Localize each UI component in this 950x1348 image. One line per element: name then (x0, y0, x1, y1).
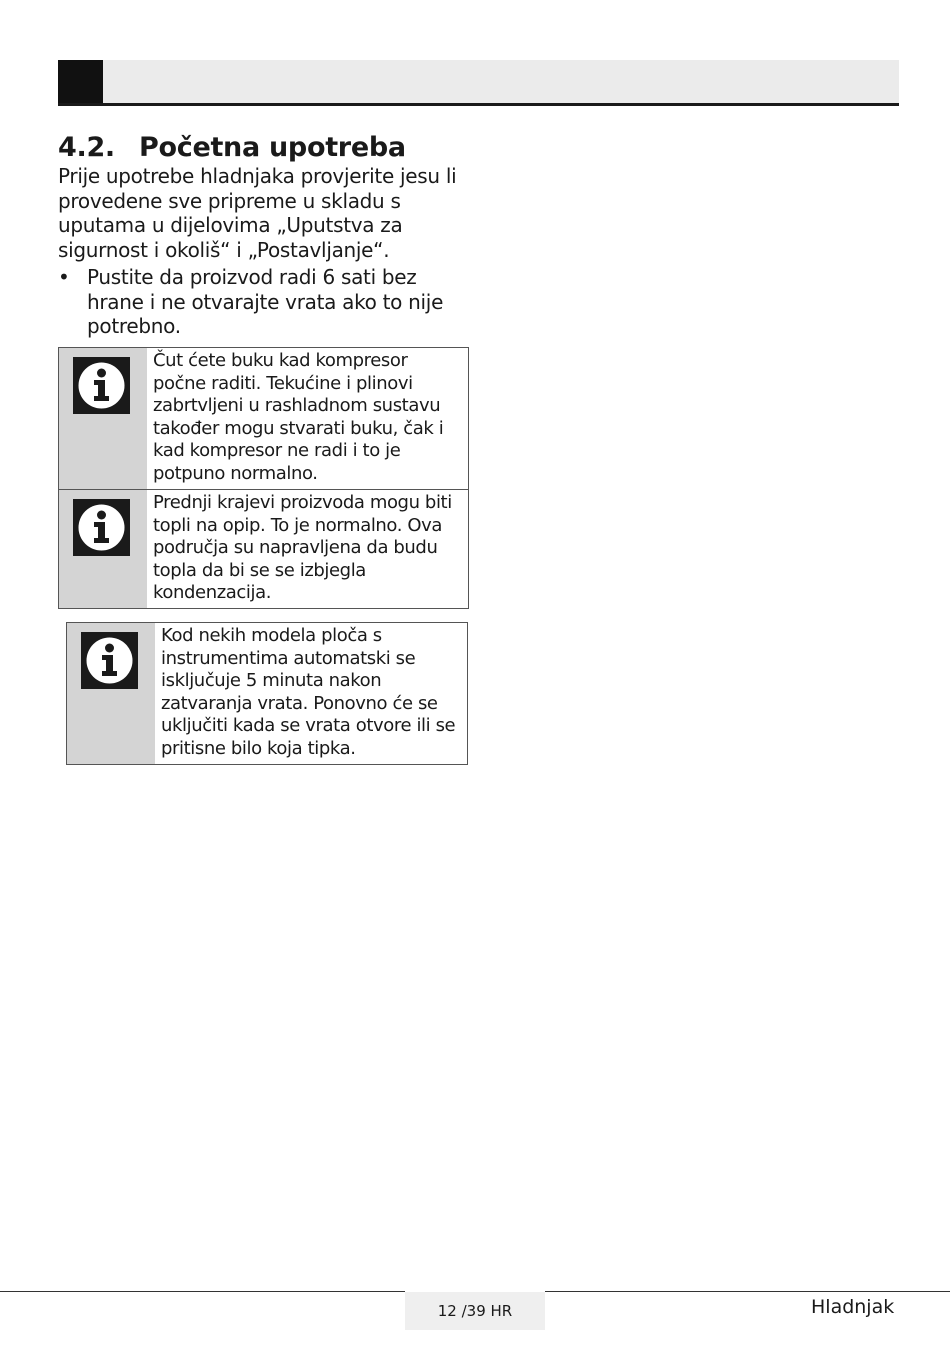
list-item (58, 265, 468, 339)
note-row (59, 489, 468, 608)
bullet-text: Pustite da proizvod radi 6 sati bez hrane i ne otvarajte vrata ako to nije potrebno. (87, 265, 444, 338)
page-number: 12 /39 HR (405, 1292, 545, 1330)
note-text: Kod nekih modela ploča s instrumentima automatski se isključuje 5 minuta nakon zatvaranja vrata. Ponovno će se uključiti kada se vrata otvore ili se pritisne bilo koja tipka. (161, 625, 456, 759)
header-marker-block (58, 60, 103, 103)
info-icon (73, 499, 130, 556)
note-row (67, 623, 467, 764)
bullet-list (58, 265, 468, 339)
info-icon (81, 632, 138, 689)
section-title (58, 132, 406, 163)
intro-paragraph: Prije upotrebe hladnjaka provjerite jesu li provedene sve pripreme u skladu s uputama u dijelovima „Uputstva za sigurnost i okoliš“ i „Postavljanje“. (58, 164, 457, 262)
bullet-icon: • (58, 265, 70, 289)
document-name: Hladnjak (811, 1296, 895, 1318)
note-table-2 (66, 622, 468, 765)
footer-divider (0, 1291, 405, 1292)
footer-divider (545, 1291, 950, 1292)
section-number: 4.2. (58, 132, 115, 163)
note-icon-cell (59, 490, 147, 608)
info-icon (73, 357, 130, 414)
section-header-bar (58, 60, 899, 106)
section-title-text: Početna upotreba (139, 132, 406, 163)
note-icon-cell (67, 623, 155, 764)
note-text: Prednji krajevi proizvoda mogu biti topli na opip. To je normalno. Ova područja su napravljena da budu topla da bi se se izbjegla kondenzacija. (153, 492, 452, 604)
note-table-1 (58, 347, 469, 609)
note-icon-cell (59, 348, 147, 489)
note-text: Čut ćete buku kad kompresor počne raditi. Tekućine i plinovi zabrtvljeni u rashladnom sustavu također mogu stvarati buku, čak i kad kompresor ne radi i to je potpuno normalno. (153, 350, 444, 484)
note-row (59, 348, 468, 489)
